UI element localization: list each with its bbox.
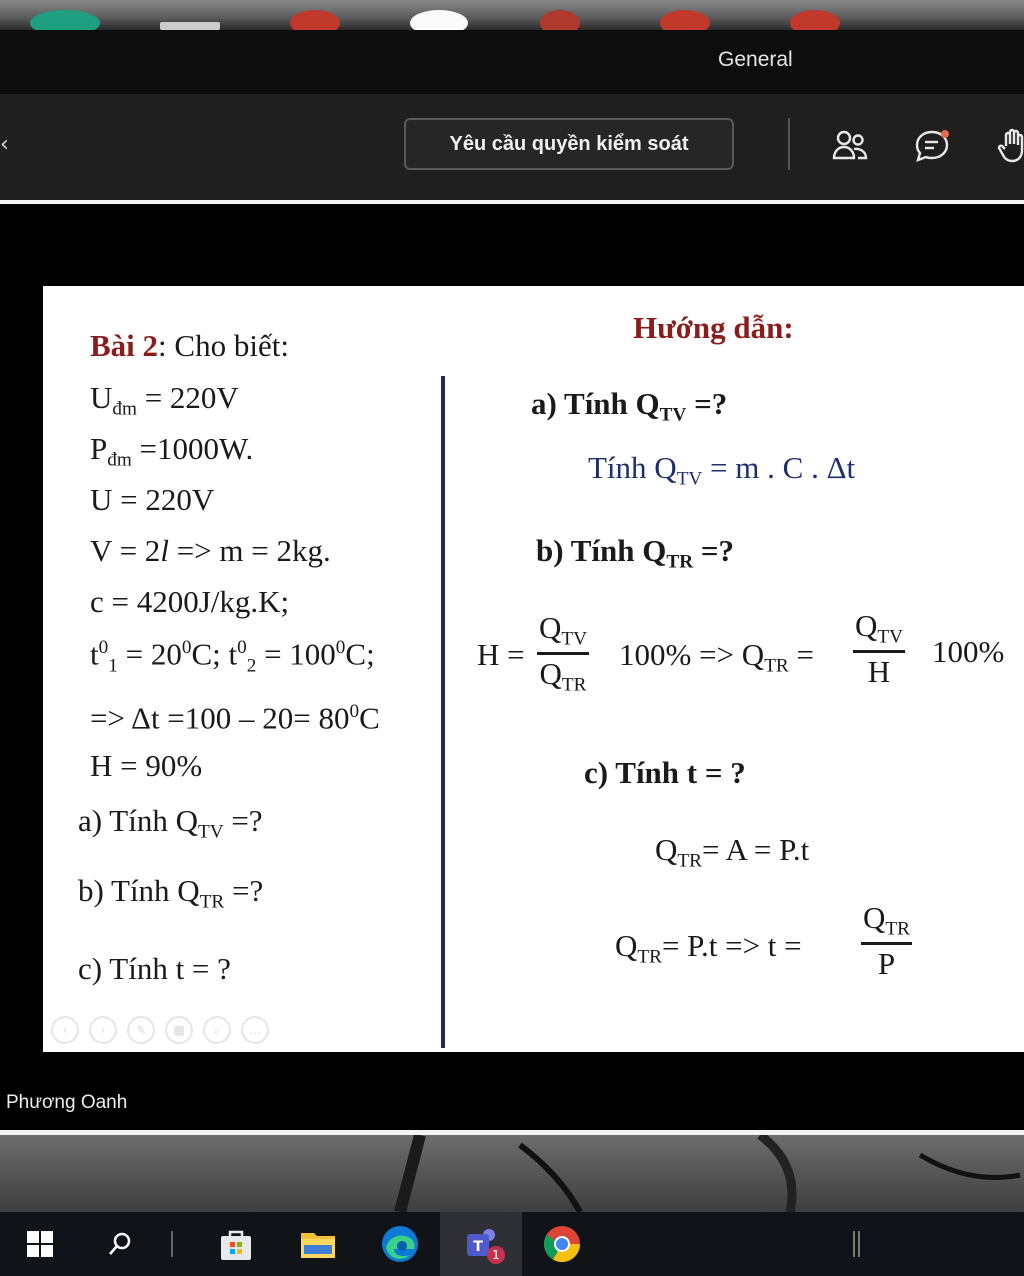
raise-hand-icon[interactable]: [994, 126, 1024, 166]
efficiency-symbol: H =: [477, 637, 525, 672]
guide-a-heading: a) Tính $Q_{TV}$ =?: [531, 386, 728, 426]
channel-title: General: [718, 48, 793, 71]
given-specific-heat: c = 4200J/kg.K;: [90, 584, 290, 619]
shared-screen-stage: [0, 204, 1024, 1130]
taskbar-separator: [168, 1212, 176, 1276]
windows-start-icon[interactable]: [16, 1212, 64, 1276]
slide-toolbar: [51, 1016, 269, 1044]
given-supply-voltage: U = 220V: [90, 482, 215, 517]
given-volume: V = 2l => m = 2kg.: [90, 533, 331, 568]
chevron-left-icon[interactable]: ‹: [0, 132, 9, 157]
next-slide-icon[interactable]: ›: [89, 1016, 117, 1044]
heat-fraction: $Q_{TV}$ H: [855, 608, 903, 689]
given-efficiency: H = 90%: [90, 748, 203, 783]
red-shape: [540, 10, 580, 30]
search-icon[interactable]: [96, 1212, 144, 1276]
windows-taskbar: [0, 1212, 1024, 1276]
teams-icon: [461, 1224, 501, 1264]
svg-text:T: T: [473, 1239, 483, 1255]
white-shape: [410, 10, 468, 30]
pen-icon[interactable]: ✎: [127, 1016, 155, 1044]
microsoft-store-icon[interactable]: [212, 1212, 260, 1276]
presentation-slide: [43, 286, 1024, 1052]
guide-c-line2: $Q_{TR}= P.t => t$ =: [615, 928, 802, 968]
previous-slide-icon[interactable]: ‹: [51, 1016, 79, 1044]
efficiency-middle: $100\% => Q_{TR}$ =: [619, 637, 814, 677]
request-control-button[interactable]: Yêu cầu quyền kiểm soát: [404, 118, 734, 170]
background-photo-strip: [0, 0, 1024, 30]
title-bar: [0, 30, 1024, 94]
guide-title: Hướng dẫn:: [633, 310, 794, 345]
slides-grid-icon[interactable]: ▦: [165, 1016, 193, 1044]
edge-icon[interactable]: [376, 1212, 424, 1276]
given-voltage: $U_{đm} = 220V$: [90, 380, 239, 420]
time-fraction: $Q_{TR}$ P: [863, 900, 910, 981]
question-a: a) Tính $Q_{TV}$ =?: [78, 803, 263, 843]
red-shape: [290, 10, 340, 30]
efficiency-percent: 100%: [932, 634, 1005, 669]
question-b: b) Tính $Q_{TR}$ =?: [78, 873, 264, 913]
efficiency-fraction: $Q_{TV}$ $Q_{TR}$: [539, 610, 587, 696]
given-power: $P_{đm} =1000W$.: [90, 431, 254, 471]
question-c: c) Tính t = ?: [78, 951, 231, 986]
delta-temperature: => $\Delta t =100 - 20= 80^0C$: [90, 700, 380, 736]
red-shape: [660, 10, 710, 30]
guide-c-line1: $Q_{TR}= A = P.t$: [655, 832, 810, 872]
given-temperatures: $t^0_1 = 20^0C$; $t^0_2 = 100^0C$;: [90, 636, 375, 677]
guide-c-heading: c) Tính t = ?: [584, 755, 746, 790]
taskbar-scroll-marker: [846, 1212, 866, 1276]
file-explorer-icon[interactable]: [294, 1212, 342, 1276]
meeting-toolbar: [0, 94, 1024, 200]
slide-column-divider: [441, 376, 445, 1048]
red-shape: [790, 10, 840, 30]
toolbar-divider: [788, 118, 790, 170]
notification-badge: 1: [487, 1246, 505, 1264]
desktop-wallpaper: [0, 1135, 1024, 1212]
chrome-icon[interactable]: [538, 1212, 586, 1276]
chat-icon[interactable]: [912, 126, 952, 166]
guide-a-formula: Tính $Q_{TV} = m$ . C . Δt: [588, 450, 856, 490]
presenter-name: Phương Oanh: [6, 1092, 128, 1113]
more-options-icon[interactable]: …: [241, 1016, 269, 1044]
people-icon[interactable]: [830, 126, 870, 166]
bar-shape: [160, 22, 220, 30]
teams-taskbar-button[interactable]: [440, 1212, 522, 1276]
guide-b-heading: b) Tính $Q_{TR}$ =?: [536, 533, 734, 573]
exercise-title: Bài 2: Cho biết:: [90, 328, 289, 363]
app-tile-icon: [30, 10, 100, 30]
zoom-icon[interactable]: ⌕: [203, 1016, 231, 1044]
